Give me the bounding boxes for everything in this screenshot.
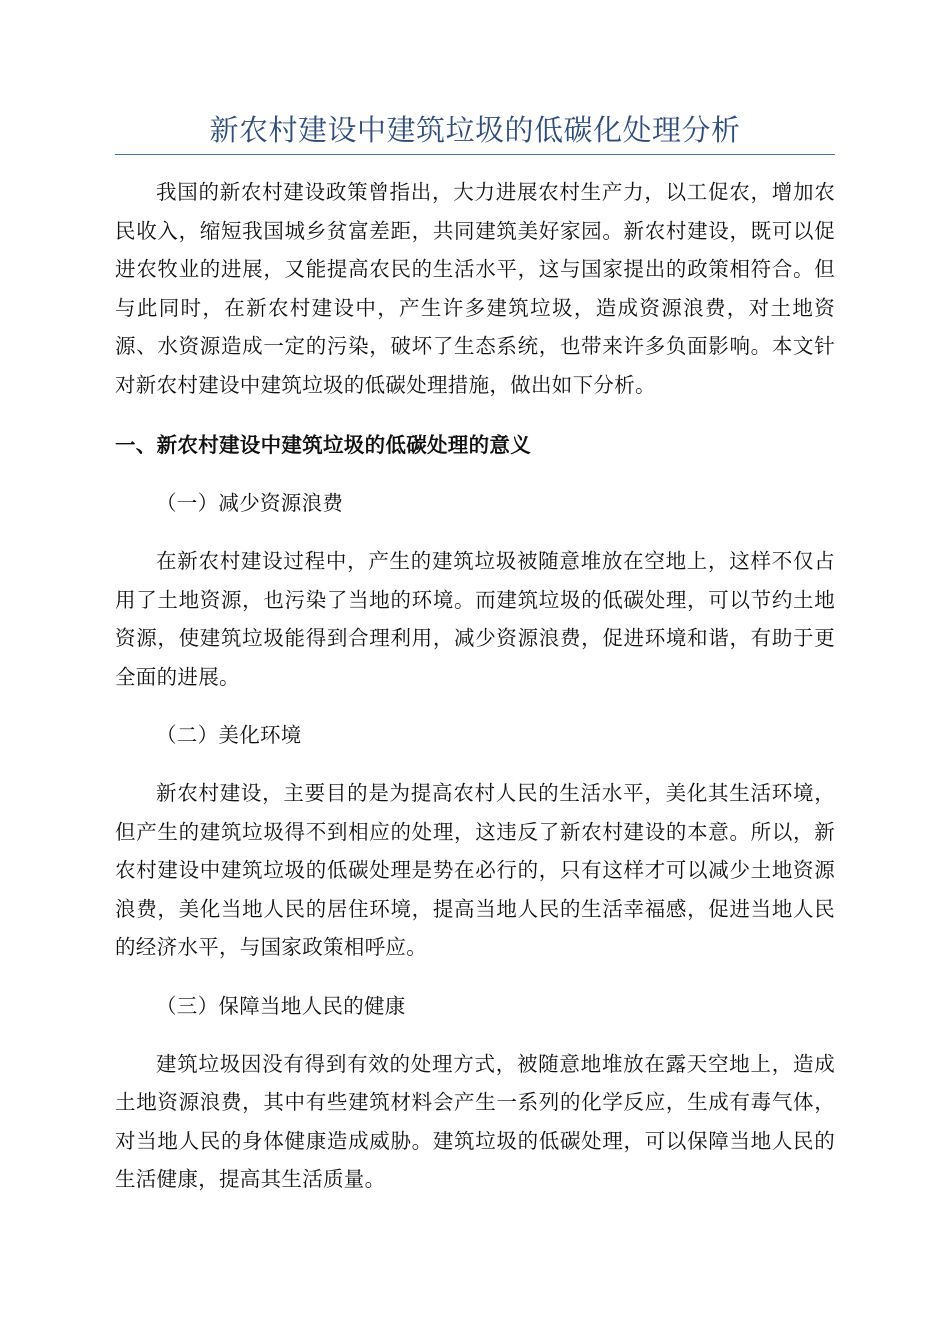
subsection-paragraph: 新农村建设，主要目的是为提高农村人民的生活水平，美化其生活环境，但产生的建筑垃圾得不到相应的处理，这违反了新农村建设的本意。所以，新农村建设中建筑垃圾的低碳处理是势在必行的，只有这样才可以减少土地资源浪费，美化当地人民的居住环境，提高当地人民的生活幸福感，促进当地人民的经济水平，与国家政策相呼应。 (115, 781, 835, 959)
section-heading: 一、新农村建设中建筑垃圾的低碳处理的意义 (115, 433, 531, 457)
subsection-heading: （二）美化环境 (156, 723, 302, 747)
subsection-paragraph: 建筑垃圾因没有得到有效的处理方式，被随意地堆放在露天空地上，造成土地资源浪费，其中有些建筑材料会产生一系列的化学反应，生成有毒气体，对当地人民的身体健康造成威胁。建筑垃圾的低碳处理，可以保障当地人民的生活健康，提高其生活质量。 (115, 1051, 835, 1191)
intro-paragraph: 我国的新农村建设政策曾指出，大力进展农村生产力，以工促农，增加农民收入，缩短我国城乡贫富差距，共同建筑美好家园。新农村建设，既可以促进农牧业的进展，又能提高农民的生活水平，这与国家提出的政策相符合。但与此同时，在新农村建设中，产生许多建筑垃圾，造成资源浪费，对土地资源、水资源造成一定的污染，破坏了生态系统，也带来许多负面影响。本文针对新农村建设中建筑垃圾的低碳处理措施，做出如下分析。 (115, 180, 835, 397)
subsection-heading: （三）保障当地人民的健康 (156, 993, 406, 1018)
subsection-heading: （一）减少资源浪费 (156, 491, 344, 515)
document-body (115, 173, 835, 1199)
subsection-paragraph: 在新农村建设过程中，产生的建筑垃圾被随意堆放在空地上，这样不仅占用了土地资源，也污染了当地的环境。而建筑垃圾的低碳处理，可以节约土地资源，使建筑垃圾能得到合理利用，减少资源浪费，促进环境和谐，有助于更全面的进展。 (115, 549, 835, 689)
document-title: 新农村建设中建筑垃圾的低碳化处理分析 (209, 113, 741, 147)
title-block (115, 110, 835, 155)
